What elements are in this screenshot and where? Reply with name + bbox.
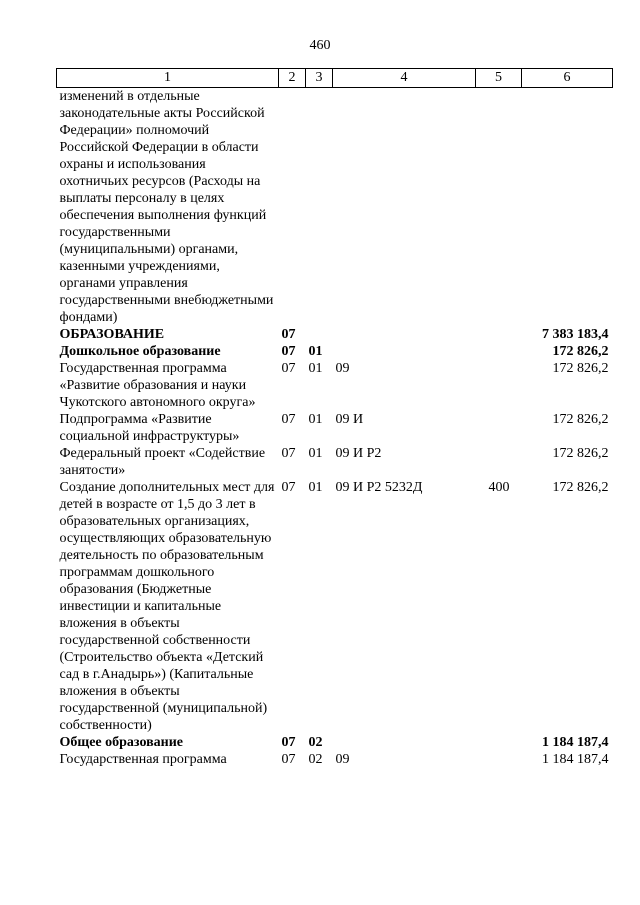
table-row [57,343,613,360]
budget-table [56,68,613,768]
row-expense-type [476,445,522,479]
table-header-row [57,69,613,88]
row-amount: 172 826,2 [552,412,609,427]
row-name: Подпрограмма «Развитие социальной инфраструктуры» [59,412,240,444]
row-amount: 1 184 187,4 [542,735,609,750]
row-name: Создание дополнительных мест для детей в возрасте от 1,5 до 3 лет в образовательных организациях, осуществляющих образовательную деятельность по образовательным программам дошкольного образования (Бюджетные инвестиции и капитальные вложения в объекты государственной собственности (Строительство объекта «Детский сад в г.Анадырь») (Капитальные вложения в объекты государственной (муниципальной) собственности) [59,480,275,733]
row-subsection: 01 [308,361,323,376]
table-row [57,411,613,445]
row-section: 07 [281,327,296,342]
header-col-6: 6 [522,69,613,88]
page-number: 460 [309,38,331,53]
row-target-article: 09 И [335,412,364,427]
row-expense-type [476,751,522,768]
row-amount: 172 826,2 [552,361,609,376]
row-expense-type [476,326,522,343]
row-target-article: 09 И Р2 5232Д [335,480,423,495]
row-subsection: 01 [308,412,323,427]
row-subsection: 02 [308,752,323,767]
row-expense-type [476,360,522,411]
row-section: 07 [281,480,296,495]
row-name: Государственная программа [59,752,227,767]
row-name: Дошкольное образование [59,344,221,359]
row-target-article [333,88,476,327]
header-col-1: 1 [57,69,279,88]
row-expense-type [476,88,522,327]
header-col-3: 3 [306,69,333,88]
row-section: 07 [281,446,296,461]
row-expense-type [476,734,522,751]
table-row [57,88,613,327]
table-body [57,88,613,769]
row-expense-type [476,343,522,360]
row-section: 07 [281,752,296,767]
row-target-article [333,326,476,343]
row-amount [522,88,613,327]
header-col-5: 5 [476,69,522,88]
row-subsection: 01 [308,480,323,495]
row-name: Общее образование [59,735,184,750]
row-name: Федеральный проект «Содействие занятости» [59,446,266,478]
row-amount: 172 826,2 [552,480,609,495]
row-target-article [333,343,476,360]
row-amount: 172 826,2 [552,446,609,461]
table-row [57,479,613,734]
table-row [57,445,613,479]
row-subsection: 01 [308,344,323,359]
row-name: изменений в отдельные законодательные акты Российской Федерации» полномочий Российской Федерации в области охраны и использования охотничьих ресурсов (Расходы на выплаты персоналу в целях обеспечения выполнения функций государственными (муниципальными) органами, казенными учреждениями, органами управления государственными внебюджетными фондами) [59,89,274,325]
row-target-article: 09 И Р2 [335,446,382,461]
table-row [57,360,613,411]
header-col-4: 4 [333,69,476,88]
row-amount: 172 826,2 [552,344,609,359]
row-expense-type: 400 [488,480,510,495]
row-section: 07 [281,412,296,427]
row-subsection: 02 [308,735,323,750]
row-subsection [306,326,333,343]
table-row [57,326,613,343]
table-row [57,734,613,751]
row-section: 07 [281,344,296,359]
row-section: 07 [281,361,296,376]
row-expense-type [476,411,522,445]
row-amount: 7 383 183,4 [542,327,609,342]
row-target-article [333,734,476,751]
row-section: 07 [281,735,296,750]
row-name: Государственная программа «Развитие образования и науки Чукотского автономного округа» [59,361,256,410]
row-subsection [306,88,333,327]
row-name: ОБРАЗОВАНИЕ [59,327,165,342]
row-target-article: 09 [335,752,350,767]
row-amount: 1 184 187,4 [542,752,609,767]
table-row [57,751,613,768]
row-section [279,88,306,327]
header-col-2: 2 [279,69,306,88]
row-target-article: 09 [335,361,350,376]
row-subsection: 01 [308,446,323,461]
